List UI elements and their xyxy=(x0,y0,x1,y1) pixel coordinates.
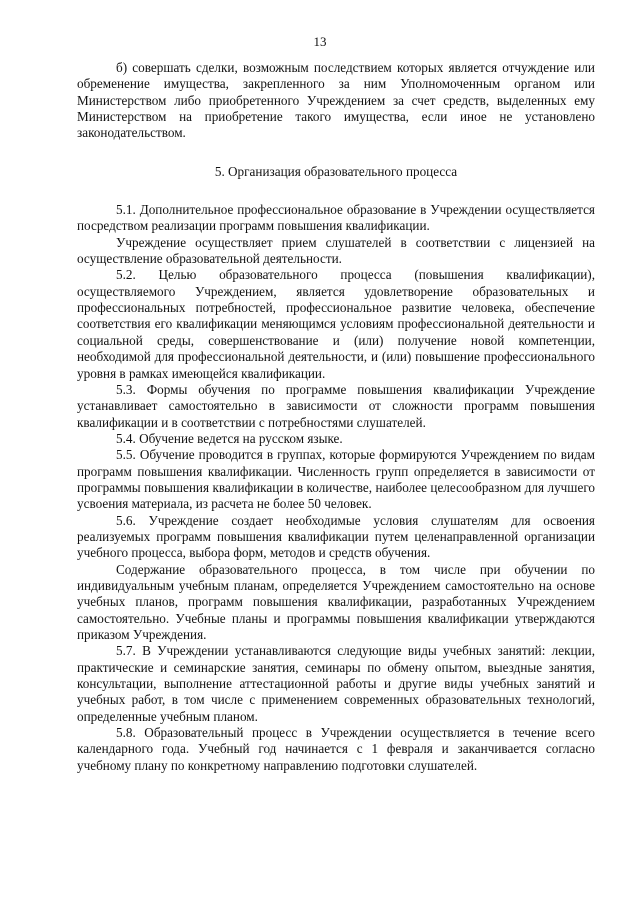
paragraph-5-3: 5.3. Формы обучения по программе повышения квалификации Учреждение устанавливает самостоятельно в зависимости от сложности программ повышения квалификации и в соответствии с потребностями слушателей. xyxy=(77,381,595,430)
paragraph-5-6: 5.6. Учреждение создает необходимые условия слушателям для освоения реализуемых программ повышения квалификации путем целенаправленной организации учебного процесса, выбора форм, методов и средств обучения. xyxy=(77,512,595,561)
paragraph-content: Содержание образовательного процесса, в том числе при обучении по индивидуальным учебным планам, определяется Учреждением самостоятельно на основе учебных планов, программ повышения квалификации, разработанных Учреждением самостоятельно. Учебные планы и программы повышения квалификации утверждаются приказом Учреждения. xyxy=(77,561,595,642)
document-body xyxy=(77,60,595,774)
paragraph-5-8: 5.8. Образовательный процесс в Учреждении осуществляется в течение всего календарного года. Учебный год начинается с 1 февраля и заканчивается согласно учебному плану по конкретному направлению подготовки слушателей. xyxy=(77,725,595,773)
paragraph-admission: Учреждение осуществляет прием слушателей в соответствии с лицензией на осуществление образовательной деятельности. xyxy=(77,234,595,267)
page-number: 13 xyxy=(313,34,327,49)
paragraph-5-7: 5.7. В Учреждении устанавливаются следующие виды учебных занятий: лекции, практические и семинарские занятия, семинары по обмену опытом, выездные занятия, консультации, выполнение аттестационной работы и другие виды учебных занятий и учебных работ, в том числе с применением современных образовательных технологий, определенные учебным планом. xyxy=(77,643,595,724)
intro-paragraph: б) совершать сделки, возможным последствием которых является отчуждение или обременение имущества, закрепленного за ним Уполномоченным органом или Министерством либо приобретенного Учреждением за счет средств, выделенных ему Министерством на приобретение такого имущества, если иное не установлено законодательством. xyxy=(77,60,595,141)
paragraph-5-1: 5.1. Дополнительное профессиональное образование в Учреждении осуществляется посредством реализации программ повышения квалификации. xyxy=(77,202,595,234)
paragraph-5-5: 5.5. Обучение проводится в группах, которые формируются Учреждением по видам программ повышения квалификации. Численность групп определяется в зависимости от программы повышения квалификации в количестве, наиболее целесообразном для лучшего усвоения материала, из расчета не более 50 человек. xyxy=(77,447,595,512)
paragraph-5-4: 5.4. Обучение ведется на русском языке. xyxy=(116,430,343,446)
paragraph-5-2: 5.2. Целью образовательного процесса (повышения квалификации), осуществляемого Учреждением, является удовлетворение образовательных и профессиональных потребностей, профессиональное развитие человека, обеспечение соответствия его квалификации меняющимся условиям профессиональной деятельности и социальной среды, совершенствование и (или) получение новой компетенции, необходимой для профессиональной деятельности, и (или) повышение профессионального уровня в рамках имеющейся квалификации. xyxy=(77,267,595,381)
section-heading: 5. Организация образовательного процесса xyxy=(214,163,458,179)
